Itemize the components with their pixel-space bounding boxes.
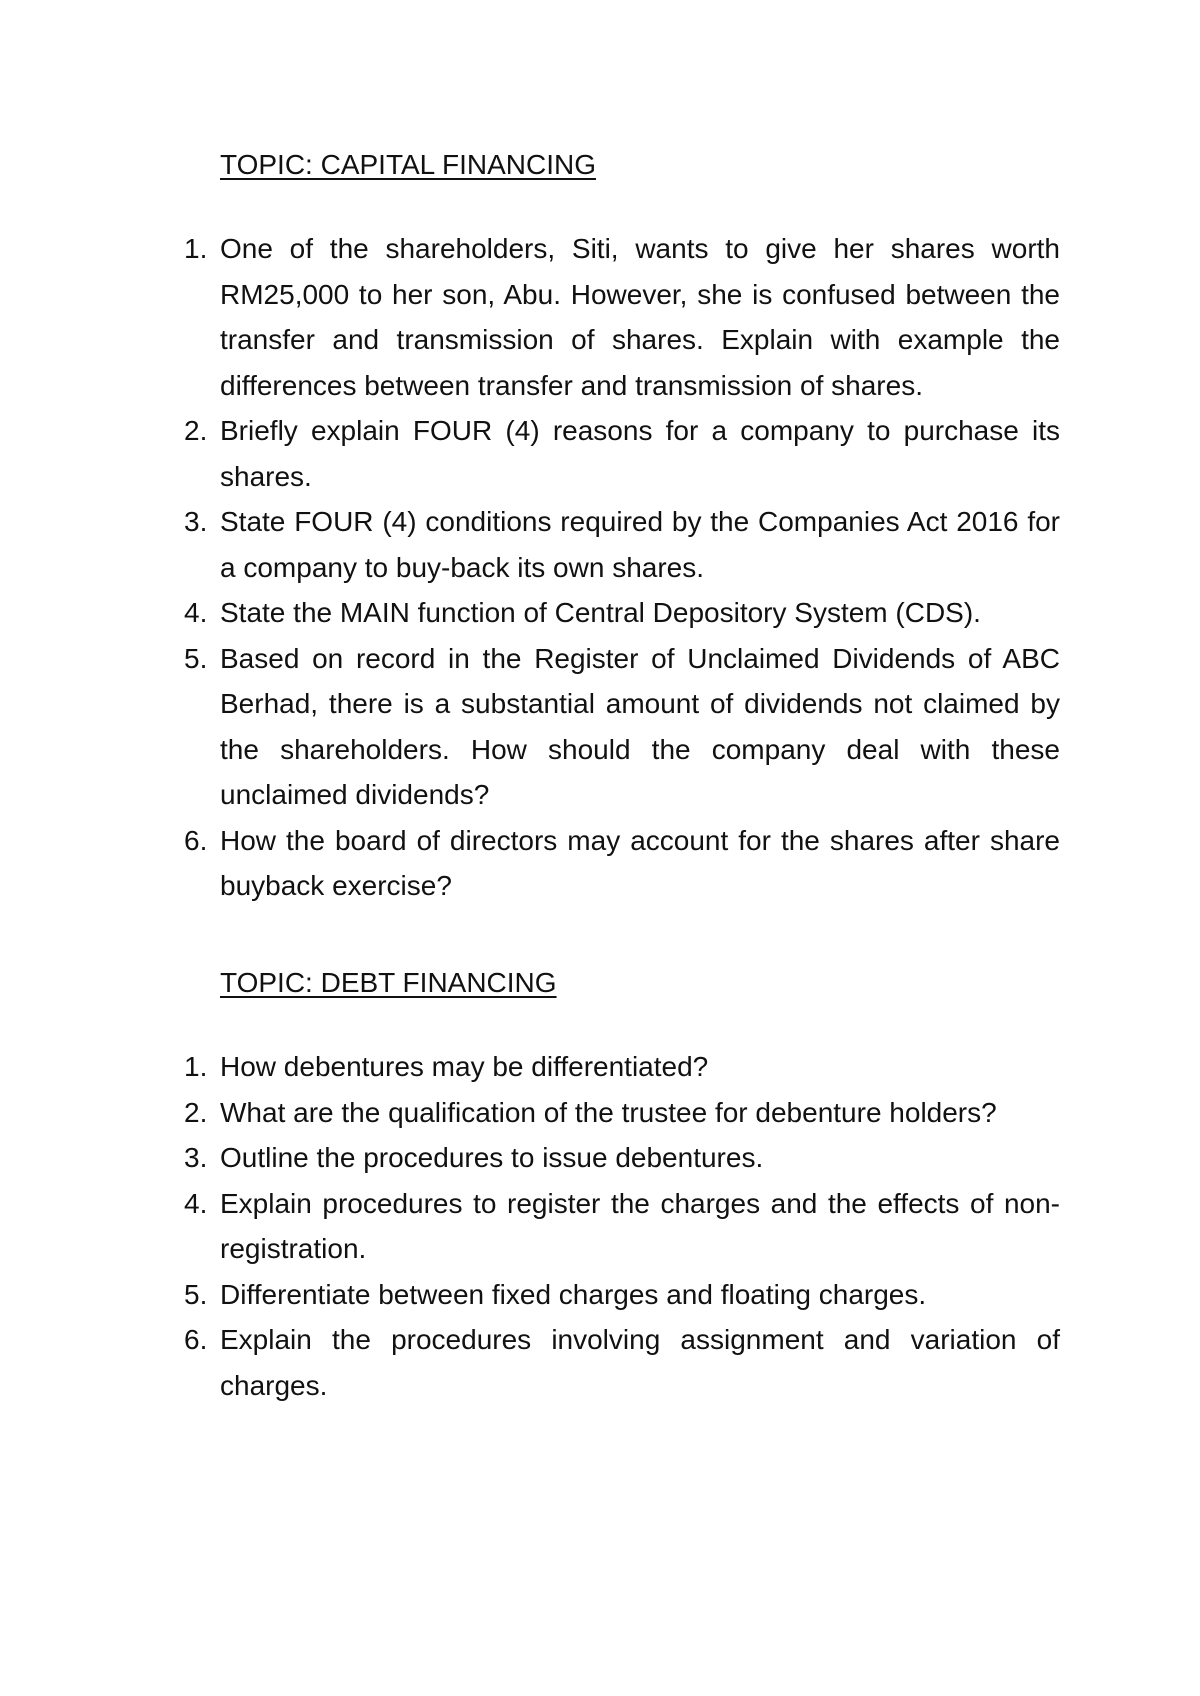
- question-number: 1.: [184, 1051, 208, 1082]
- question-text: Differentiate between fixed charges and floating charges.: [220, 1278, 927, 1310]
- question-number: 3.: [184, 1142, 208, 1173]
- question-item: [184, 226, 1060, 408]
- question-item: [184, 499, 1060, 590]
- question-number: 6.: [184, 824, 208, 856]
- question-text: What are the qualification of the trustee for debenture holders?: [220, 1096, 997, 1128]
- capital-financing-question-list: [184, 226, 1060, 909]
- question-text: Explain procedures to register the charges and the effects of non-registration.: [220, 1187, 1060, 1264]
- question-item: [184, 818, 1060, 909]
- question-number: 1.: [184, 233, 208, 264]
- question-text: Based on record in the Register of Unclaimed Dividends of ABC Berhad, there is a substantial amount of dividends not claimed by the shareholders. How should the company deal with these unclaimed dividends?: [220, 642, 1060, 810]
- question-item: [184, 1044, 1060, 1090]
- question-item: [184, 1317, 1060, 1408]
- question-text: Explain the procedures involving assignment and variation of charges.: [220, 1324, 1060, 1401]
- question-item: [184, 1090, 1060, 1136]
- question-item: [184, 1272, 1060, 1318]
- question-text: State the MAIN function of Central Depository System (CDS).: [220, 597, 981, 628]
- question-number: 6.: [184, 1324, 208, 1355]
- capital-financing-section: [184, 148, 1060, 909]
- question-number: 2.: [184, 1096, 208, 1128]
- debt-financing-section: [184, 966, 1060, 1408]
- question-text: State FOUR (4) conditions required by the Companies Act 2016 for a company to buy-back its own shares.: [220, 506, 1060, 583]
- question-text: One of the shareholders, Siti, wants to give her shares worth RM25,000 to her son, Abu. However, she is confused between the transfer and transmission of shares. Explain with example the differences between transfer and transmission of shares.: [220, 233, 1060, 401]
- question-item: [184, 408, 1060, 499]
- debt-financing-heading: TOPIC: DEBT FINANCING: [220, 967, 557, 998]
- question-number: 4.: [184, 597, 208, 628]
- question-item: [184, 1135, 1060, 1181]
- capital-financing-heading: TOPIC: CAPITAL FINANCING: [220, 149, 596, 180]
- question-text: How the board of directors may account for the shares after share buyback exercise?: [220, 824, 1060, 901]
- question-item: [184, 1181, 1060, 1272]
- question-number: 2.: [184, 415, 208, 446]
- question-number: 5.: [184, 642, 208, 674]
- question-item: [184, 636, 1060, 818]
- question-item: [184, 590, 1060, 636]
- question-text: Outline the procedures to issue debentures.: [220, 1142, 764, 1173]
- debt-financing-question-list: [184, 1044, 1060, 1408]
- question-text: How debentures may be differentiated?: [220, 1051, 709, 1082]
- question-text: Briefly explain FOUR (4) reasons for a company to purchase its shares.: [220, 415, 1060, 492]
- question-number: 3.: [184, 506, 208, 537]
- question-number: 4.: [184, 1187, 208, 1219]
- question-number: 5.: [184, 1278, 208, 1310]
